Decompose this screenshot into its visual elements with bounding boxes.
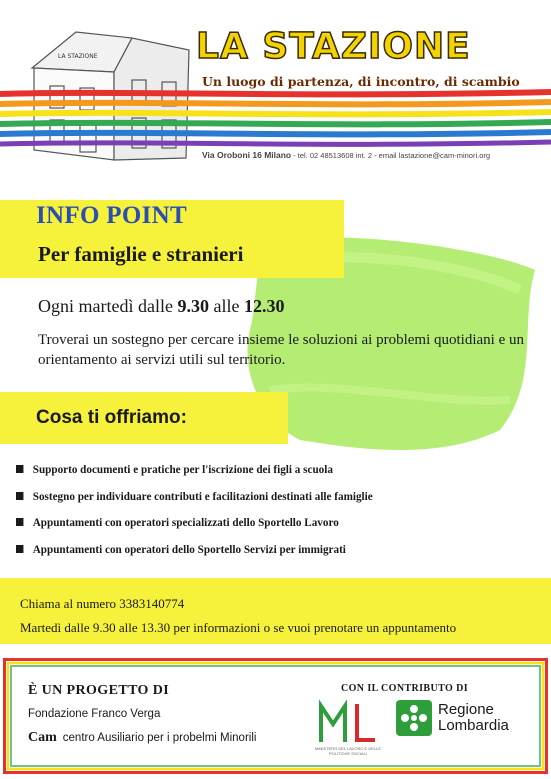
contact-hours: Martedì dalle 9.30 alle 13.30 per informazioni o se vuoi prenotare un appuntamento xyxy=(20,620,457,635)
list-item-text: Supporto documenti e pratiche per l'iscrizione dei figli a scuola xyxy=(32,462,333,476)
schedule-prefix: Ogni martedì dalle xyxy=(38,296,178,316)
offer-title: Cosa ti offriamo: xyxy=(36,407,187,428)
building-sign: LA STAZIONE xyxy=(58,53,98,60)
contribution-title: CON IL CONTRIBUTO DI xyxy=(341,683,469,694)
bullet-icon xyxy=(16,492,23,500)
list-item-text: Appuntamenti con operatori dello Sportello Servizi per immigrati xyxy=(32,541,346,556)
bullet-icon xyxy=(16,465,23,473)
rainbow-stripes xyxy=(0,88,551,158)
ministry-logo xyxy=(313,698,383,746)
cam-full-name: centro Ausiliario per i probelmi Minorili xyxy=(62,732,257,744)
contact-phone: Chiama al numero 3383140774 xyxy=(20,596,185,611)
bullet-icon xyxy=(16,545,23,553)
schedule-mid: alle xyxy=(208,296,244,316)
regione-lombardia-name xyxy=(438,702,509,734)
info-title: INFO POINT xyxy=(36,202,187,229)
offer-list xyxy=(16,462,400,568)
address: Via Oroboni 16 Milano xyxy=(202,150,292,160)
list-item-text: Appuntamenti con operatori specializzati dello Sportello Lavoro xyxy=(32,515,339,529)
description: Troverai un sostegno per cercare insieme le soluzioni ai problemi quotidiani e un orientamento ai servizi utili sul territorio. xyxy=(38,332,524,368)
list-item xyxy=(16,515,373,542)
phone-email: - tel. 02 48513608 int. 2 - email lastazione@cam-minori.org xyxy=(291,151,491,160)
cam-name: Cam xyxy=(28,730,57,745)
region-line2: Lombardia xyxy=(438,717,509,734)
project-title: È UN PROGETTO DI xyxy=(28,683,170,698)
list-item xyxy=(16,489,373,516)
info-subtitle: Per famiglie e stranieri xyxy=(38,242,244,266)
bullet-icon xyxy=(16,518,23,526)
ministry-text: MINISTERO DEL LAVORO E DELLE POLITICHE SOCIALI xyxy=(314,746,382,756)
weekly-schedule xyxy=(38,296,284,317)
schedule-to: 12.30 xyxy=(243,296,285,316)
schedule-from: 9.30 xyxy=(177,296,209,316)
tagline: Un luogo di partenza, di incontro, di scambio xyxy=(202,74,520,89)
region-line1: Regione xyxy=(438,701,494,718)
list-item-text: Sostegno per individuare contributi e facilitazioni destinati alle famiglie xyxy=(32,488,373,503)
project-org-cam xyxy=(28,730,256,746)
list-item xyxy=(16,542,373,569)
address-line xyxy=(202,150,490,160)
project-org-verga: Fondazione Franco Verga xyxy=(28,708,161,720)
list-item xyxy=(16,462,373,489)
regione-lombardia-logo-icon xyxy=(396,700,432,736)
logo-title: LA STAZIONE xyxy=(196,26,471,67)
